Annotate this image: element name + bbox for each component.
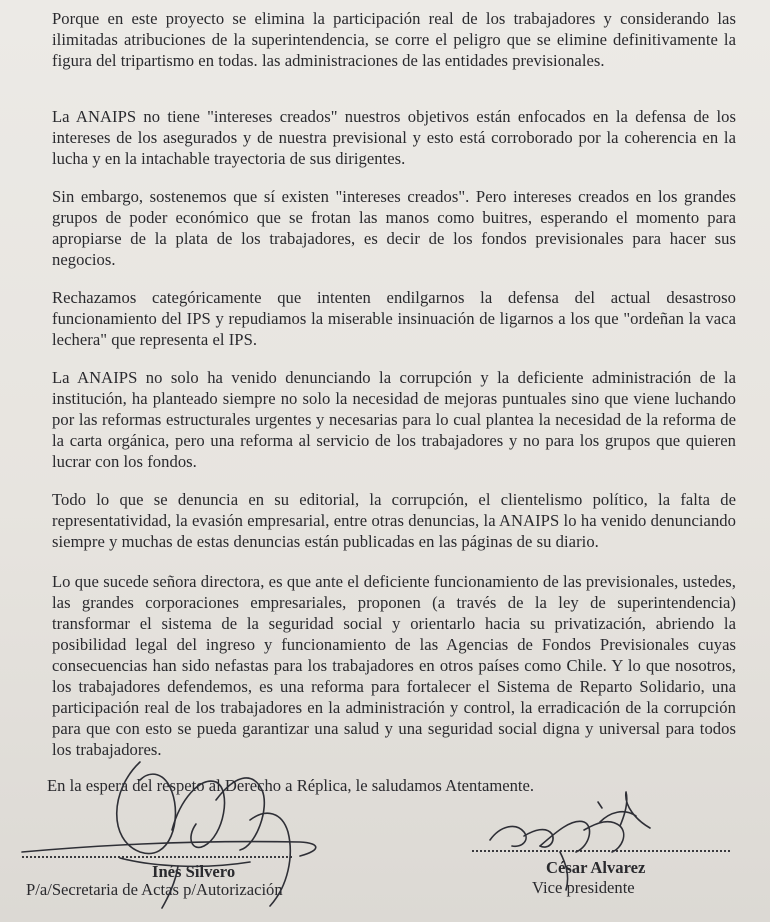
- signer-role-right: Vice presidente: [532, 878, 635, 897]
- signature-line-left: [22, 856, 292, 858]
- closing-line: En la espera del respeto al Derecho a Réplica, le saludamos Atentamente.: [47, 776, 535, 795]
- signer-name-right: César Alvarez: [546, 858, 646, 877]
- paragraph-6: Todo lo que se denuncia en su editorial, la corrupción, el clientelismo político, la falta de representatividad, la evasión empresarial, entre otras denuncias, la ANAIPS lo ha venido denunciando siempre y muchas de estas denuncias están publicadas en las páginas de su diario.: [52, 490, 736, 551]
- signature-line-right: [472, 850, 730, 852]
- paragraph-3: Sin embargo, sostenemos que sí existen "intereses creados". Pero intereses creados en los grandes grupos de poder económico que se frotan las manos como buitres, esperando el momento para apropiarse de la plata de los trabajadores, es decir de los fondos previsionales para hacer sus negocios.: [52, 187, 736, 269]
- paragraph-7: Lo que sucede señora directora, es que ante el deficiente funcionamiento de las previsionales, ustedes, las grandes corporaciones empresariales, proponen (a través de la ley de superintendencia) transformar el sistema de la seguridad social y orientarlo hacia su privatización, abriendo la posibilidad legal del ingreso y funcionamiento de las Agencias de Fondos Previsionales cuyas consecuencias han sido nefastas para los trabajadores en otros países como Chile. Y lo que nosotros, los trabajadores defendemos, es una reforma para fortalecer el Sistema de Reparto Solidario, una participación real de los trabajadores en la administración y control, la erradicación de la corrupción para que con esto se pueda garantizar una salud y una seguridad social digna y universal para todos los trabajadores.: [52, 572, 736, 759]
- signer-name-left: Inés Silvero: [152, 862, 236, 881]
- paragraph-2: La ANAIPS no tiene "intereses creados" nuestros objetivos están enfocados en la defensa de los intereses de los asegurados y de nuestra previsional y esto está corroborado por la coherencia en la lucha y en la intachable trayectoria de sus dirigentes.: [52, 107, 736, 168]
- paragraph-5: La ANAIPS no solo ha venido denunciando la corrupción y la deficiente administración de la institución, ha planteado siempre no solo la necesidad de mejoras puntuales sino que viene luchando por las reformas estructurales urgentes y necesarias para lo cual plantea la necesidad de la reforma de la carta orgánica, pero una reforma al servicio de los trabajadores y no para los grupos que quieren lucrar con los fondos.: [52, 368, 736, 471]
- paragraph-4: Rechazamos categóricamente que intenten endilgarnos la defensa del actual desastroso funcionamiento del IPS y repudiamos la miserable insinuación de ligarnos a los que "ordeñan la vaca lechera" que representa el IPS.: [52, 288, 736, 349]
- signer-role-left: P/a/Secretaria de Actas p/Autorización: [26, 880, 283, 899]
- paragraph-1: Porque en este proyecto se elimina la participación real de los trabajadores y considerando las ilimitadas atribuciones de la superintendencia, se corre el peligro que se elimine definitivamente la figura del tripartismo en todas. las administraciones de las entidades previsionales.: [52, 9, 736, 70]
